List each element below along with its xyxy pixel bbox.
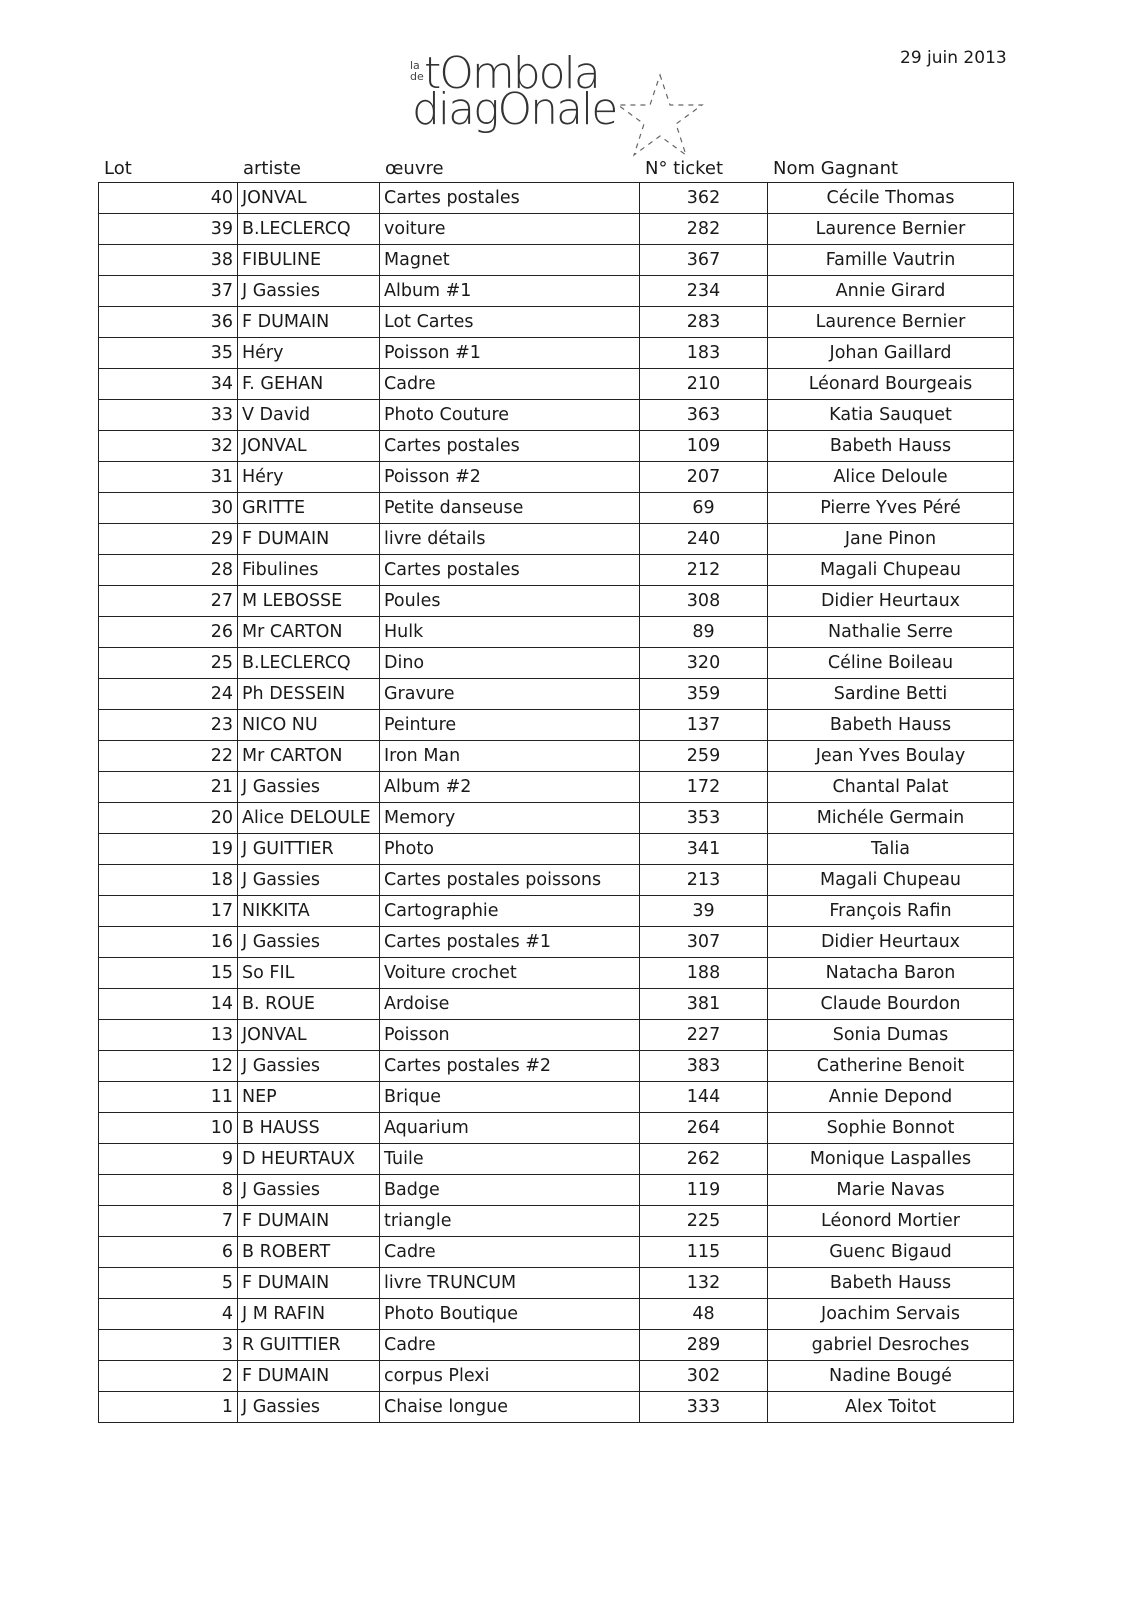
artist-cell: J Gassies (238, 1392, 380, 1423)
work-cell: Peinture (380, 710, 640, 741)
work-cell: Ardoise (380, 989, 640, 1020)
lot-number-cell: 37 (99, 276, 238, 307)
artist-cell: R GUITTIER (238, 1330, 380, 1361)
artist-cell: NICO NU (238, 710, 380, 741)
ticket-number-cell: 307 (640, 927, 768, 958)
winner-name-cell: Didier Heurtaux (768, 586, 1014, 617)
work-cell: Poisson #2 (380, 462, 640, 493)
winner-name-cell: Nathalie Serre (768, 617, 1014, 648)
lot-number-cell: 18 (99, 865, 238, 896)
lot-number-cell: 11 (99, 1082, 238, 1113)
work-cell: Album #2 (380, 772, 640, 803)
ticket-number-cell: 225 (640, 1206, 768, 1237)
lot-number-cell: 5 (99, 1268, 238, 1299)
tombola-logo (410, 48, 720, 172)
work-cell: triangle (380, 1206, 640, 1237)
ticket-number-cell: 383 (640, 1051, 768, 1082)
winner-name-cell: Guenc Bigaud (768, 1237, 1014, 1268)
header-work: œuvre (385, 158, 444, 179)
table-row (99, 338, 1014, 369)
lot-number-cell: 1 (99, 1392, 238, 1423)
table-row (99, 1206, 1014, 1237)
winner-name-cell: Nadine Bougé (768, 1361, 1014, 1392)
ticket-number-cell: 109 (640, 431, 768, 462)
winner-name-cell: Babeth Hauss (768, 1268, 1014, 1299)
work-cell: livre TRUNCUM (380, 1268, 640, 1299)
ticket-number-cell: 363 (640, 400, 768, 431)
table-row (99, 1330, 1014, 1361)
winner-name-cell: Sophie Bonnot (768, 1113, 1014, 1144)
lot-number-cell: 23 (99, 710, 238, 741)
header-winner: Nom Gagnant (773, 158, 899, 179)
table-row (99, 1361, 1014, 1392)
ticket-number-cell: 353 (640, 803, 768, 834)
table-row (99, 1144, 1014, 1175)
lot-number-cell: 21 (99, 772, 238, 803)
winner-name-cell: Annie Depond (768, 1082, 1014, 1113)
ticket-number-cell: 302 (640, 1361, 768, 1392)
logo-word-diagonale: diagOnale (412, 84, 617, 135)
artist-cell: FIBULINE (238, 245, 380, 276)
work-cell: Poisson #1 (380, 338, 640, 369)
work-cell: Photo (380, 834, 640, 865)
lot-number-cell: 12 (99, 1051, 238, 1082)
table-row (99, 462, 1014, 493)
work-cell: Album #1 (380, 276, 640, 307)
table-row (99, 1020, 1014, 1051)
table-row (99, 431, 1014, 462)
work-cell: corpus Plexi (380, 1361, 640, 1392)
ticket-number-cell: 213 (640, 865, 768, 896)
winner-name-cell: Johan Gaillard (768, 338, 1014, 369)
lot-number-cell: 39 (99, 214, 238, 245)
work-cell: Cadre (380, 1330, 640, 1361)
lot-number-cell: 38 (99, 245, 238, 276)
artist-cell: J Gassies (238, 865, 380, 896)
lot-number-cell: 26 (99, 617, 238, 648)
lot-number-cell: 4 (99, 1299, 238, 1330)
lot-number-cell: 17 (99, 896, 238, 927)
table-row (99, 648, 1014, 679)
table-row (99, 1392, 1014, 1423)
ticket-number-cell: 144 (640, 1082, 768, 1113)
table-row (99, 1082, 1014, 1113)
winner-name-cell: Monique Laspalles (768, 1144, 1014, 1175)
lot-number-cell: 40 (99, 183, 238, 214)
work-cell: Poules (380, 586, 640, 617)
work-cell: Cartes postales #2 (380, 1051, 640, 1082)
work-cell: Photo Couture (380, 400, 640, 431)
artist-cell: Héry (238, 338, 380, 369)
winner-name-cell: Sardine Betti (768, 679, 1014, 710)
winner-name-cell: Magali Chupeau (768, 865, 1014, 896)
ticket-number-cell: 240 (640, 524, 768, 555)
table-row (99, 276, 1014, 307)
artist-cell: B.LECLERCQ (238, 648, 380, 679)
ticket-number-cell: 115 (640, 1237, 768, 1268)
ticket-number-cell: 227 (640, 1020, 768, 1051)
work-cell: Cartes postales #1 (380, 927, 640, 958)
work-cell: Magnet (380, 245, 640, 276)
lot-number-cell: 9 (99, 1144, 238, 1175)
table-row (99, 183, 1014, 214)
ticket-number-cell: 367 (640, 245, 768, 276)
table-row (99, 803, 1014, 834)
lot-number-cell: 30 (99, 493, 238, 524)
table-row (99, 679, 1014, 710)
artist-cell: Héry (238, 462, 380, 493)
winner-name-cell: Jane Pinon (768, 524, 1014, 555)
artist-cell: JONVAL (238, 431, 380, 462)
work-cell: Tuile (380, 1144, 640, 1175)
work-cell: Cadre (380, 1237, 640, 1268)
lot-number-cell: 29 (99, 524, 238, 555)
results-table-body (99, 183, 1014, 1423)
winner-name-cell: Natacha Baron (768, 958, 1014, 989)
artist-cell: B.LECLERCQ (238, 214, 380, 245)
work-cell: Lot Cartes (380, 307, 640, 338)
artist-cell: M LEBOSSE (238, 586, 380, 617)
work-cell: Cartes postales (380, 183, 640, 214)
header-artist: artiste (243, 158, 301, 179)
lot-number-cell: 20 (99, 803, 238, 834)
ticket-number-cell: 359 (640, 679, 768, 710)
table-row (99, 555, 1014, 586)
table-row (99, 710, 1014, 741)
work-cell: Aquarium (380, 1113, 640, 1144)
work-cell: Chaise longue (380, 1392, 640, 1423)
ticket-number-cell: 183 (640, 338, 768, 369)
work-cell: livre détails (380, 524, 640, 555)
winner-name-cell: Alice Deloule (768, 462, 1014, 493)
ticket-number-cell: 320 (640, 648, 768, 679)
lot-number-cell: 25 (99, 648, 238, 679)
artist-cell: J Gassies (238, 772, 380, 803)
winner-name-cell: Joachim Servais (768, 1299, 1014, 1330)
artist-cell: Mr CARTON (238, 741, 380, 772)
table-row (99, 369, 1014, 400)
document-date: 29 juin 2013 (900, 48, 1007, 68)
lot-number-cell: 13 (99, 1020, 238, 1051)
work-cell: Cartographie (380, 896, 640, 927)
lot-number-cell: 2 (99, 1361, 238, 1392)
work-cell: Badge (380, 1175, 640, 1206)
winner-name-cell: Famille Vautrin (768, 245, 1014, 276)
artist-cell: J M RAFIN (238, 1299, 380, 1330)
winner-name-cell: Cécile Thomas (768, 183, 1014, 214)
winner-name-cell: Talia (768, 834, 1014, 865)
lot-number-cell: 35 (99, 338, 238, 369)
table-row (99, 1113, 1014, 1144)
artist-cell: F DUMAIN (238, 1361, 380, 1392)
artist-cell: J Gassies (238, 927, 380, 958)
artist-cell: GRITTE (238, 493, 380, 524)
winner-name-cell: Katia Sauquet (768, 400, 1014, 431)
table-row (99, 1175, 1014, 1206)
table-row (99, 400, 1014, 431)
table-row (99, 1299, 1014, 1330)
work-cell: Memory (380, 803, 640, 834)
artist-cell: F. GEHAN (238, 369, 380, 400)
winner-name-cell: Pierre Yves Péré (768, 493, 1014, 524)
work-cell: Dino (380, 648, 640, 679)
lot-number-cell: 16 (99, 927, 238, 958)
table-row (99, 989, 1014, 1020)
table-row (99, 586, 1014, 617)
table-row (99, 307, 1014, 338)
table-row (99, 245, 1014, 276)
ticket-number-cell: 188 (640, 958, 768, 989)
ticket-number-cell: 262 (640, 1144, 768, 1175)
artist-cell: J Gassies (238, 1175, 380, 1206)
artist-cell: B ROBERT (238, 1237, 380, 1268)
winner-name-cell: Michéle Germain (768, 803, 1014, 834)
ticket-number-cell: 381 (640, 989, 768, 1020)
work-cell: Voiture crochet (380, 958, 640, 989)
table-row (99, 896, 1014, 927)
lot-number-cell: 19 (99, 834, 238, 865)
ticket-number-cell: 308 (640, 586, 768, 617)
logo-word-tombola: tOmbola (424, 48, 599, 99)
ticket-number-cell: 119 (640, 1175, 768, 1206)
winner-name-cell: Laurence Bernier (768, 307, 1014, 338)
table-row (99, 834, 1014, 865)
ticket-number-cell: 132 (640, 1268, 768, 1299)
lot-number-cell: 24 (99, 679, 238, 710)
ticket-number-cell: 283 (640, 307, 768, 338)
lot-number-cell: 27 (99, 586, 238, 617)
ticket-number-cell: 210 (640, 369, 768, 400)
ticket-number-cell: 234 (640, 276, 768, 307)
ticket-number-cell: 89 (640, 617, 768, 648)
artist-cell: V David (238, 400, 380, 431)
star-icon (615, 70, 705, 160)
winner-name-cell: Marie Navas (768, 1175, 1014, 1206)
table-row (99, 1268, 1014, 1299)
winner-name-cell: Jean Yves Boulay (768, 741, 1014, 772)
lot-number-cell: 34 (99, 369, 238, 400)
artist-cell: J Gassies (238, 276, 380, 307)
work-cell: Gravure (380, 679, 640, 710)
table-row (99, 1051, 1014, 1082)
winner-name-cell: François Rafin (768, 896, 1014, 927)
work-cell: Iron Man (380, 741, 640, 772)
work-cell: Hulk (380, 617, 640, 648)
ticket-number-cell: 207 (640, 462, 768, 493)
ticket-number-cell: 39 (640, 896, 768, 927)
artist-cell: JONVAL (238, 183, 380, 214)
table-row (99, 865, 1014, 896)
artist-cell: F DUMAIN (238, 1206, 380, 1237)
ticket-number-cell: 259 (640, 741, 768, 772)
ticket-number-cell: 264 (640, 1113, 768, 1144)
winner-name-cell: Alex Toitot (768, 1392, 1014, 1423)
results-table (98, 182, 1014, 1423)
lot-number-cell: 22 (99, 741, 238, 772)
lot-number-cell: 33 (99, 400, 238, 431)
table-row (99, 214, 1014, 245)
table-row (99, 524, 1014, 555)
winner-name-cell: Laurence Bernier (768, 214, 1014, 245)
winner-name-cell: Babeth Hauss (768, 710, 1014, 741)
work-cell: Poisson (380, 1020, 640, 1051)
winner-name-cell: Sonia Dumas (768, 1020, 1014, 1051)
winner-name-cell: Babeth Hauss (768, 431, 1014, 462)
winner-name-cell: Céline Boileau (768, 648, 1014, 679)
lot-number-cell: 6 (99, 1237, 238, 1268)
header-lot: Lot (104, 158, 132, 179)
lot-number-cell: 14 (99, 989, 238, 1020)
work-cell: Brique (380, 1082, 640, 1113)
logo-small-text: la de (410, 59, 424, 83)
artist-cell: J Gassies (238, 1051, 380, 1082)
artist-cell: NEP (238, 1082, 380, 1113)
artist-cell: So FIL (238, 958, 380, 989)
artist-cell: JONVAL (238, 1020, 380, 1051)
table-row (99, 927, 1014, 958)
winner-name-cell: Magali Chupeau (768, 555, 1014, 586)
work-cell: Petite danseuse (380, 493, 640, 524)
ticket-number-cell: 289 (640, 1330, 768, 1361)
winner-name-cell: gabriel Desroches (768, 1330, 1014, 1361)
work-cell: Cartes postales poissons (380, 865, 640, 896)
table-row (99, 772, 1014, 803)
ticket-number-cell: 137 (640, 710, 768, 741)
work-cell: Photo Boutique (380, 1299, 640, 1330)
header-ticket: N° ticket (645, 158, 724, 179)
artist-cell: Mr CARTON (238, 617, 380, 648)
work-cell: Cartes postales (380, 555, 640, 586)
lot-number-cell: 36 (99, 307, 238, 338)
table-row (99, 958, 1014, 989)
lot-number-cell: 7 (99, 1206, 238, 1237)
artist-cell: Alice DELOULE (238, 803, 380, 834)
lot-number-cell: 3 (99, 1330, 238, 1361)
artist-cell: Ph DESSEIN (238, 679, 380, 710)
work-cell: voiture (380, 214, 640, 245)
artist-cell: J GUITTIER (238, 834, 380, 865)
work-cell: Cadre (380, 369, 640, 400)
winner-name-cell: Chantal Palat (768, 772, 1014, 803)
ticket-number-cell: 282 (640, 214, 768, 245)
winner-name-cell: Léonord Mortier (768, 1206, 1014, 1237)
lot-number-cell: 32 (99, 431, 238, 462)
ticket-number-cell: 362 (640, 183, 768, 214)
ticket-number-cell: 69 (640, 493, 768, 524)
lot-number-cell: 15 (99, 958, 238, 989)
artist-cell: Fibulines (238, 555, 380, 586)
work-cell: Cartes postales (380, 431, 640, 462)
artist-cell: NIKKITA (238, 896, 380, 927)
artist-cell: B HAUSS (238, 1113, 380, 1144)
ticket-number-cell: 212 (640, 555, 768, 586)
lot-number-cell: 8 (99, 1175, 238, 1206)
table-row (99, 741, 1014, 772)
ticket-number-cell: 341 (640, 834, 768, 865)
artist-cell: F DUMAIN (238, 524, 380, 555)
winner-name-cell: Didier Heurtaux (768, 927, 1014, 958)
table-row (99, 1237, 1014, 1268)
table-row (99, 493, 1014, 524)
artist-cell: F DUMAIN (238, 1268, 380, 1299)
artist-cell: B. ROUE (238, 989, 380, 1020)
table-row (99, 617, 1014, 648)
winner-name-cell: Annie Girard (768, 276, 1014, 307)
lot-number-cell: 31 (99, 462, 238, 493)
lot-number-cell: 28 (99, 555, 238, 586)
lot-number-cell: 10 (99, 1113, 238, 1144)
artist-cell: F DUMAIN (238, 307, 380, 338)
ticket-number-cell: 333 (640, 1392, 768, 1423)
ticket-number-cell: 48 (640, 1299, 768, 1330)
artist-cell: D HEURTAUX (238, 1144, 380, 1175)
winner-name-cell: Claude Bourdon (768, 989, 1014, 1020)
winner-name-cell: Léonard Bourgeais (768, 369, 1014, 400)
ticket-number-cell: 172 (640, 772, 768, 803)
winner-name-cell: Catherine Benoit (768, 1051, 1014, 1082)
